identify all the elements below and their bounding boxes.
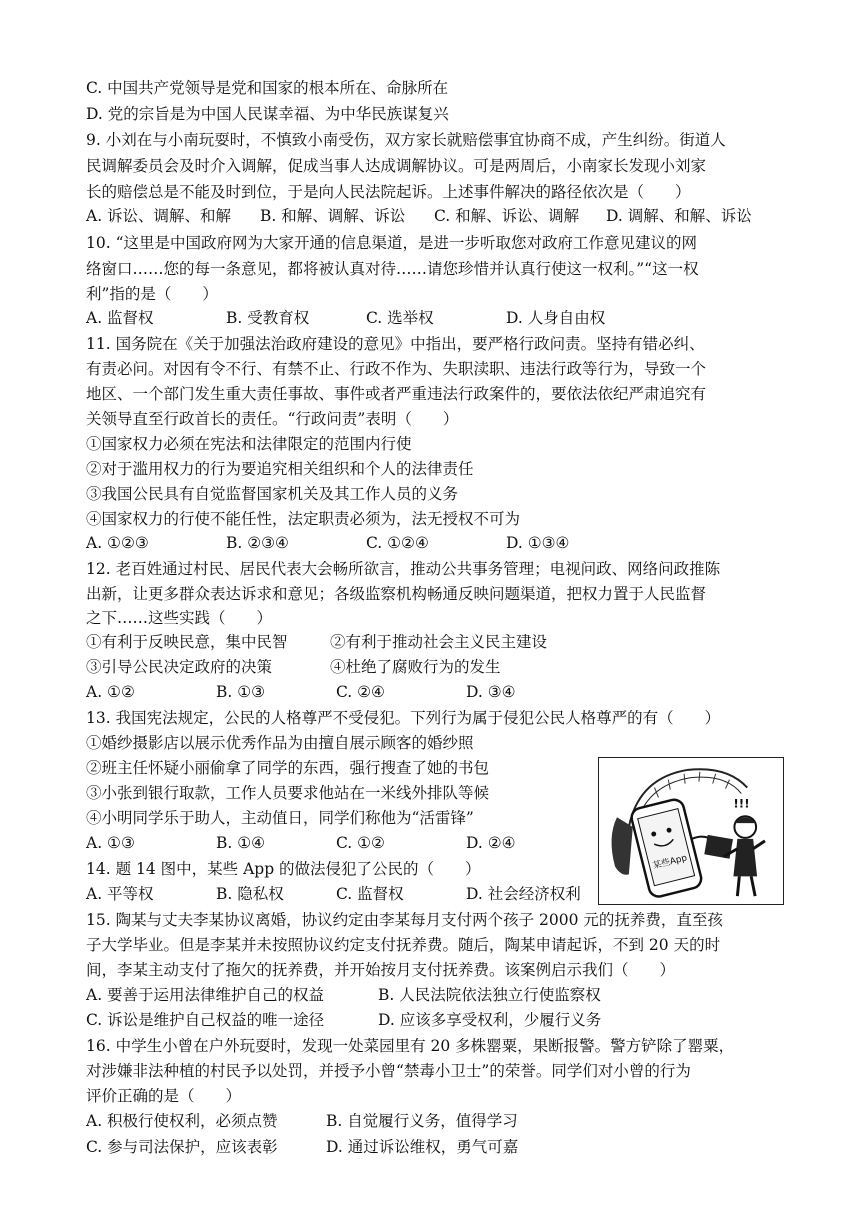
q10-stem-line-2: 络窗口……您的每一条意见，都将被认真对待……请您珍惜并认真行使这一权利。”“这一权 — [86, 260, 699, 278]
q16-stem-line-3: 评价正确的是（ ） — [86, 1087, 242, 1105]
q14-option-a: A. 平等权 — [86, 885, 154, 903]
q11-statement-1: ①国家权力必须在宪法和法律限定的范围内行使 — [86, 435, 412, 453]
q9-stem-line-2: 民调解委员会及时介入调解，促成当事人达成调解协议。可是两周后，小南家长发现小刘家 — [86, 157, 707, 175]
q13-option-d: D. ②④ — [466, 834, 516, 852]
q13-statement-4: ④小明同学乐于助人，主动值日，同学们称他为“活雷锋” — [86, 809, 474, 827]
q13-statement-3: ③小张到银行取款，工作人员要求他站在一米线外排队等候 — [86, 784, 490, 802]
q11-stem-line-2: 有责必问。对因有令不行、有禁不止、行政不作为、失职渎职、违法行政等行为，导致一个 — [86, 360, 707, 378]
q12-stem-line-1: 12. 老百姓通过村民、居民代表大会畅所欲言，推动公共事务管理；电视问政、网络问政推陈 — [86, 560, 721, 578]
q12-statement-2: ②有利于推动社会主义民主建设 — [330, 633, 548, 651]
q12-option-a: A. ①② — [86, 683, 135, 701]
q8-option-d: D. 党的宗旨是为中国人民谋幸福、为中华民族谋复兴 — [86, 105, 449, 123]
q13-option-a: A. ①③ — [86, 834, 135, 852]
q9-stem-line-3: 长的赔偿总是不能及时到位，于是向人民法院起诉。上述事件解决的路径依次是（ ） — [86, 183, 691, 201]
cartoon-illustration — [599, 758, 783, 904]
q11-stem-line-3: 地区、一个部门发生重大责任事故、事件或者严重违法行政案件的，要依法依纪严肃追究有 — [86, 385, 707, 403]
q11-option-b: B. ②③④ — [226, 534, 289, 552]
q10-option-b: B. 受教育权 — [226, 309, 310, 327]
q11-statement-4: ④国家权力的行使不能任性，法定职责必须为，法无授权不可为 — [86, 510, 521, 528]
q10-stem-line-1: 10. “这里是中国政府网为大家开通的信息渠道，是进一步听取您对政府工作意见建议的网 — [86, 234, 698, 252]
q15-option-d: D. 应该多享受权利，少履行义务 — [378, 1011, 602, 1029]
q14-stem: 14. 题 14 图中，某些 App 的做法侵犯了公民的（ ） — [86, 860, 481, 878]
q11-statement-2: ②对于滥用权力的行为要追究相关组织和个人的法律责任 — [86, 460, 474, 478]
q15-stem-line-3: 间，李某主动支付了拖欠的抚养费，并开始按月支付抚养费。该案例启示我们（ ） — [86, 961, 676, 979]
q16-option-a: A. 积极行使权利，必须点赞 — [86, 1112, 278, 1130]
q12-option-b: B. ①③ — [216, 683, 266, 701]
q10-option-a: A. 监督权 — [86, 309, 154, 327]
q16-stem-line-1: 16. 中学生小曾在户外玩耍时，发现一处菜园里有 20 多株罂粟，果断报警。警方铲除了罂粟， — [86, 1037, 735, 1055]
q8-option-c: C. 中国共产党领导是党和国家的根本所在、命脉所在 — [86, 79, 449, 97]
q13-stem: 13. 我国宪法规定，公民的人格尊严不受侵犯。下列行为属于侵犯公民人格尊严的有（ ） — [86, 709, 721, 727]
q13-option-c: C. ①② — [336, 834, 385, 852]
q16-option-c: C. 参与司法保护，应该表彰 — [86, 1138, 278, 1156]
q11-option-d: D. ①③④ — [506, 534, 570, 552]
q14-cartoon-figure — [598, 757, 784, 905]
q13-statement-2: ②班主任怀疑小丽偷拿了同学的东西，强行搜查了她的书包 — [86, 759, 490, 777]
q12-option-d: D. ③④ — [466, 683, 516, 701]
q16-option-d: D. 通过诉讼维权，勇气可嘉 — [326, 1138, 519, 1156]
q11-option-c: C. ①②④ — [366, 534, 429, 552]
exclamation-marks: !!! — [733, 796, 750, 811]
q16-option-b: B. 自觉履行义务，值得学习 — [326, 1112, 518, 1130]
q10-option-c: C. 选举权 — [366, 309, 434, 327]
q15-option-c: C. 诉讼是维护自己权益的唯一途径 — [86, 1011, 325, 1029]
q12-statement-4: ④杜绝了腐败行为的发生 — [330, 658, 501, 676]
q12-stem-line-3: 之下……这些实践（ ） — [86, 609, 273, 627]
q9-option-a: A. 诉讼、调解、和解 — [86, 207, 232, 225]
q9-option-d: D. 调解、和解、诉讼 — [606, 207, 752, 225]
phone-label: 某些App — [651, 853, 689, 872]
q10-option-d: D. 人身自由权 — [506, 309, 606, 327]
phone-character — [630, 798, 704, 899]
q13-option-b: B. ①④ — [216, 834, 266, 852]
q12-stem-line-2: 出新，让更多群众表达诉求和意见；各级监察机构畅通反映问题渠道，把权力置于人民监督 — [86, 585, 707, 603]
q12-option-c: C. ②④ — [336, 683, 385, 701]
q14-option-c: C. 监督权 — [336, 885, 404, 903]
q11-stem-line-1: 11. 国务院在《关于加强法治政府建设的意见》中指出，要严格行政问责。坚持有错必纠、 — [86, 335, 705, 353]
q15-option-b: B. 人民法院依法独立行使监察权 — [378, 986, 601, 1004]
q14-option-d: D. 社会经济权利 — [466, 885, 581, 903]
q14-option-b: B. 隐私权 — [216, 885, 284, 903]
q15-stem-line-2: 子大学毕业。但是李某并未按照协议约定支付抚养费。随后，陶某申请起诉，不到 20 天的时 — [86, 936, 721, 954]
q16-stem-line-2: 对涉嫌非法种植的村民予以处罚，并授予小曾“禁毒小卫士”的荣誉。同学们对小曾的行为 — [86, 1062, 691, 1080]
q15-option-a: A. 要善于运用法律维护自己的权益 — [86, 986, 325, 1004]
q11-statement-3: ③我国公民具有自觉监督国家机关及其工作人员的义务 — [86, 485, 459, 503]
q15-stem-line-1: 15. 陶某与丈夫李某协议离婚，协议约定由李某每月支付两个孩子 2000 元的抚养费，直至孩 — [86, 911, 723, 929]
q9-option-b: B. 和解、调解、诉讼 — [260, 207, 406, 225]
q13-statement-1: ①婚纱摄影店以展示优秀作品为由擅自展示顾客的婚纱照 — [86, 734, 474, 752]
q9-option-c: C. 和解、诉讼、调解 — [434, 207, 580, 225]
q12-statement-1: ①有利于反映民意，集中民智 — [86, 633, 288, 651]
q12-statement-3: ③引导公民决定政府的决策 — [86, 658, 273, 676]
q11-option-a: A. ①②③ — [86, 534, 149, 552]
q11-stem-line-4: 关领导直至行政首长的责任。“行政问责”表明（ ） — [86, 410, 459, 428]
q10-stem-line-3: 利”指的是（ ） — [86, 285, 218, 303]
q9-stem-line-1: 9. 小刘在与小南玩耍时，不慎致小南受伤，双方家长就赔偿事宜协商不成，产生纠纷。街道人 — [86, 131, 726, 149]
